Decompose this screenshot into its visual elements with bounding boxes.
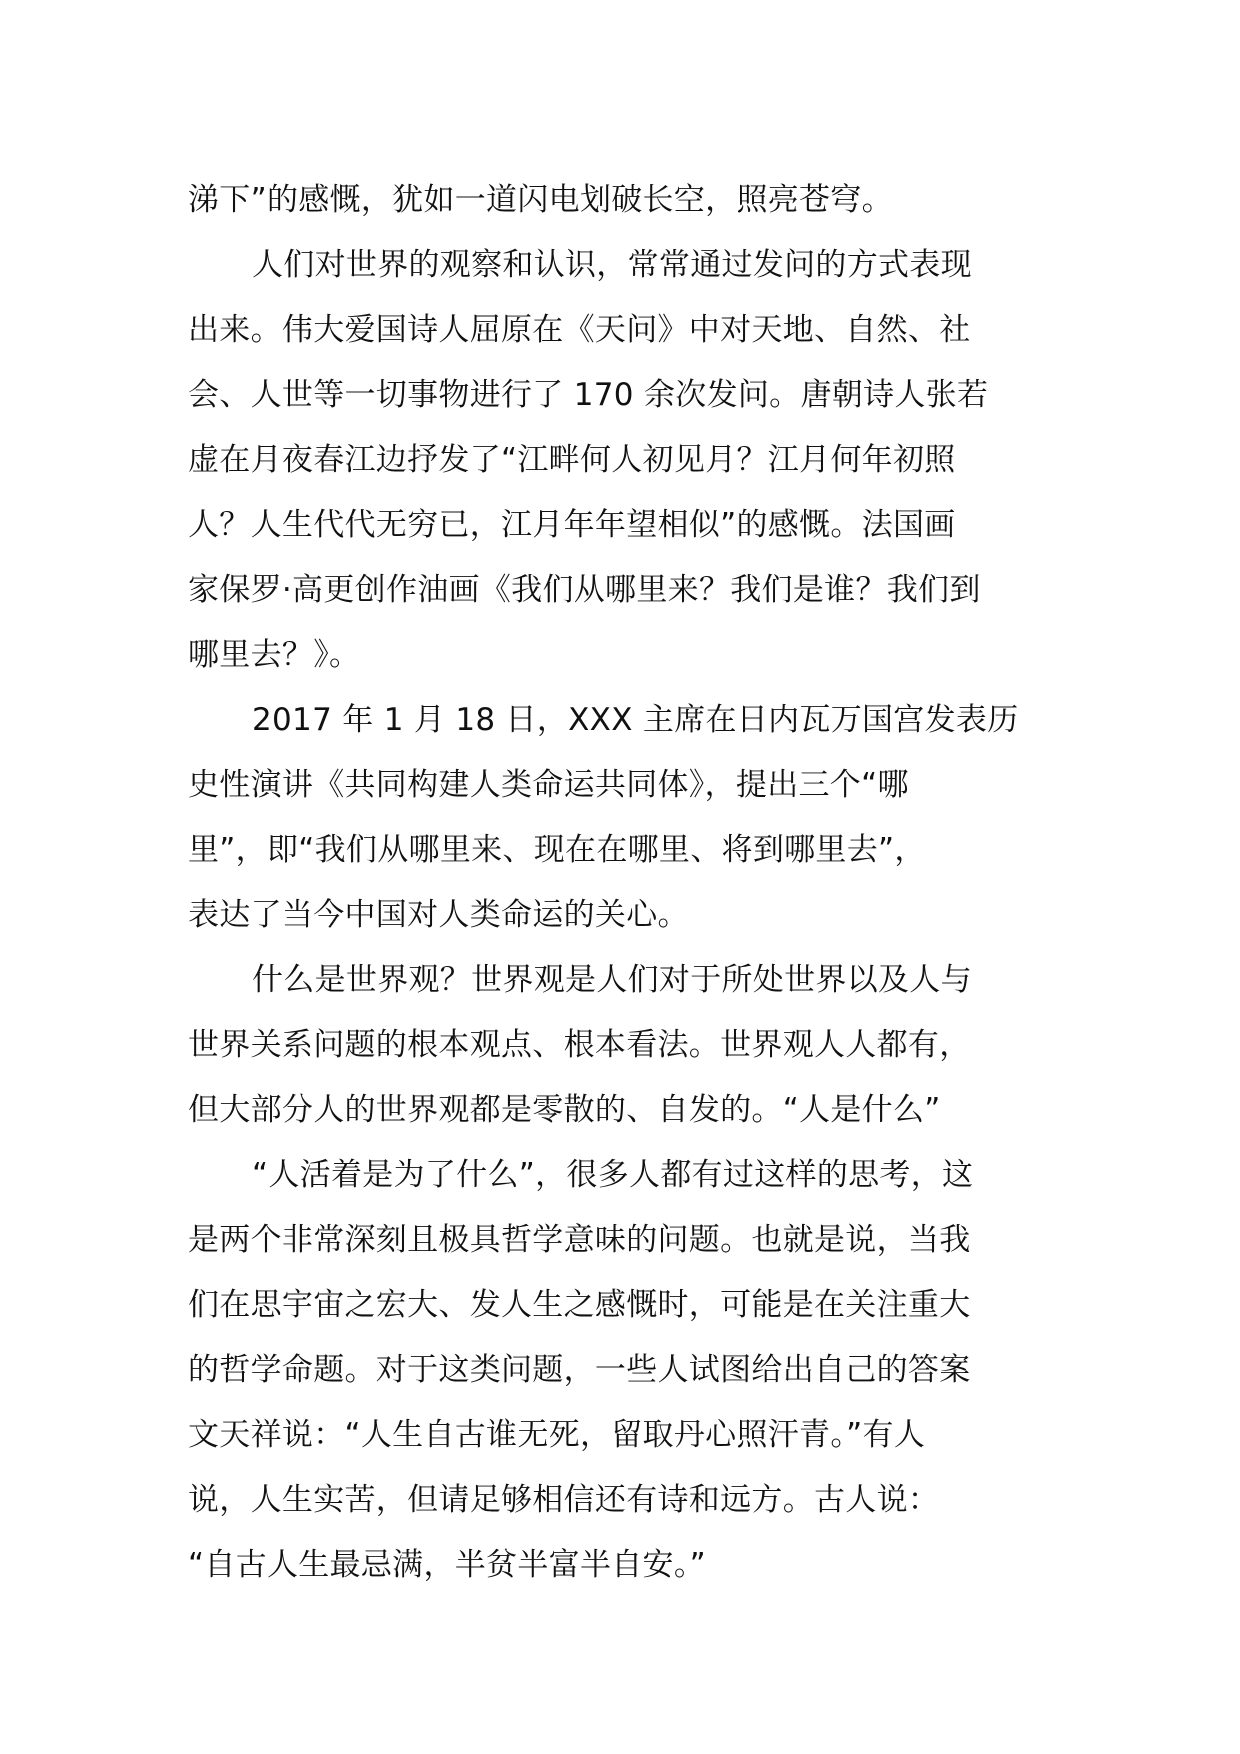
body-text (188, 168, 1058, 1598)
text-line: 人们对世界的观察和认识，常常通过发问的方式表现 (252, 247, 972, 283)
text-line: 里”，即“我们从哪里来、现在在哪里、将到哪里去”， (188, 832, 926, 868)
text-line: 人？人生代代无穷已，江月年年望相似”的感慨。法国画 (188, 507, 956, 543)
text-line: 涕下”的感慨，犹如一道闪电划破长空，照亮苍穹。 (188, 182, 893, 218)
text-line: “自古人生最忌满，半贫半富半自安。” (188, 1547, 707, 1583)
text-line: 什么是世界观？世界观是人们对于所处世界以及人与 (252, 962, 972, 998)
text-line: 会、人世等一切事物进行了 170 余次发问。唐朝诗人张若 (188, 377, 989, 413)
text-line: 家保罗·高更创作油画《我们从哪里来？我们是谁？我们到 (188, 572, 981, 608)
text-line: “人活着是为了什么”，很多人都有过这样的思考，这 (252, 1157, 974, 1193)
text-line: 表达了当今中国对人类命运的关心。 (188, 897, 689, 933)
text-line: 出来。伟大爱国诗人屈原在《天问》中对天地、自然、社 (188, 312, 971, 348)
text-line: 们在思宇宙之宏大、发人生之感慨时，可能是在关注重大 (188, 1287, 971, 1323)
text-line: 是两个非常深刻且极具哲学意味的问题。也就是说，当我 (188, 1222, 971, 1258)
text-line: 文天祥说：“人生自古谁无死，留取丹心照汗青。”有人 (188, 1417, 926, 1453)
text-line: 说，人生实苦，但请足够相信还有诗和远方。古人说： (188, 1482, 940, 1518)
text-line: 虚在月夜春江边抒发了“江畔何人初见月？江月何年初照 (188, 442, 956, 478)
text-line: 的哲学命题。对于这类问题，一些人试图给出自己的答案 (188, 1352, 971, 1388)
text-line: 哪里去？》。 (188, 637, 361, 673)
text-line: 但大部分人的世界观都是零散的、自发的。“人是什么” (188, 1092, 941, 1128)
text-line: 史性演讲《共同构建人类命运共同体》，提出三个“哪 (188, 767, 909, 803)
text-line: 2017 年 1 月 18 日，XXX 主席在日内瓦万国宫发表历 (252, 702, 1019, 738)
text-line: 世界关系问题的根本观点、根本看法。世界观人人都有， (188, 1027, 971, 1063)
